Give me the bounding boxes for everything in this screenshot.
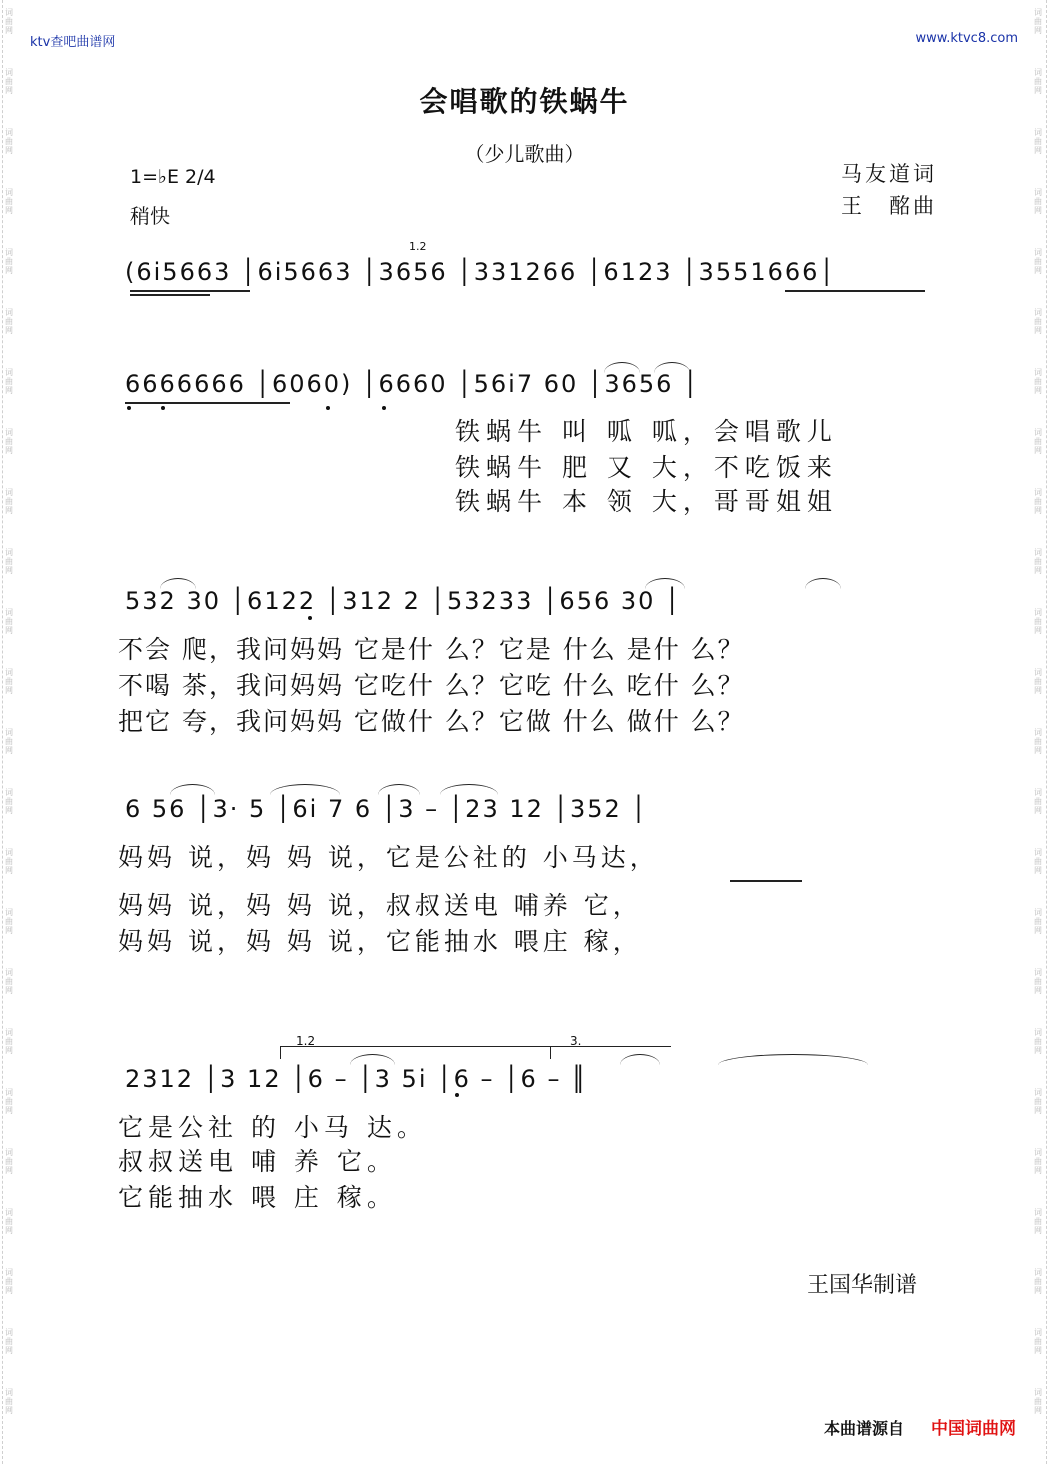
side-watermark-text: 词 曲 网 <box>5 428 13 455</box>
notation-line-3: 532 30 │6122 │312 2 │53233 │656 30 │ <box>125 587 682 615</box>
side-watermark-text: 词 曲 网 <box>1034 608 1042 635</box>
beam-underline <box>130 290 250 292</box>
side-watermark-text: 词 曲 网 <box>5 488 13 515</box>
side-watermark-text: 词 曲 网 <box>5 308 13 335</box>
side-watermark-text: 词 曲 网 <box>1034 1088 1042 1115</box>
composer: 王 酩曲 <box>841 194 937 218</box>
lyric-row: 它是公社 的 小马 达。 <box>118 1113 427 1142</box>
song-title: 会唱歌的铁蜗牛 <box>419 85 630 118</box>
lower-octave-dot <box>382 406 386 410</box>
side-watermark-text: 词 曲 网 <box>1034 1208 1042 1235</box>
lyric-row: 铁蜗牛 本 领 大，哥哥姐姐 <box>455 487 838 516</box>
lyric-row: 铁蜗牛 肥 又 大，不吃饭来 <box>455 453 838 482</box>
lower-octave-dot <box>127 406 131 410</box>
slur <box>604 362 640 373</box>
volta-label-second: 3. <box>570 1034 582 1048</box>
lyricist: 马友道词 <box>841 162 937 186</box>
volta-label-first: 1.2 <box>296 1034 316 1048</box>
lyric-row: 叔叔送电 哺 养 它。 <box>118 1147 397 1176</box>
side-watermark-text: 词 曲 网 <box>5 8 13 35</box>
side-watermark-text: 词 曲 网 <box>1034 728 1042 755</box>
notation-line-2: 6666666 │6060) │6660 │56i7 60 │3656 │ <box>125 370 700 398</box>
source-site-link[interactable]: 中国词曲网 <box>931 1419 1016 1439</box>
side-watermark-text: 词 曲 网 <box>5 1028 13 1055</box>
side-watermark-text: 词 曲 网 <box>1034 1388 1042 1415</box>
lower-octave-dot <box>308 616 312 620</box>
slur <box>440 784 498 795</box>
notation-line-5: 2312 │3 12 │6 – │3 5i │6 – │6 – ║ <box>125 1065 588 1093</box>
side-watermark-text: 词 曲 网 <box>5 608 13 635</box>
volta-bracket-first <box>280 1046 551 1059</box>
beam-underline <box>785 290 925 292</box>
lyric-row: 不会 爬，我问妈妈 它是什 么？它是 什么 是什 么？ <box>118 635 745 664</box>
side-watermark-text: 词 曲 网 <box>1034 968 1042 995</box>
lyric-row: 妈妈 说，妈 妈 说，它是公社的 小马达， <box>118 843 659 872</box>
side-watermark-text: 词 曲 网 <box>5 1148 13 1175</box>
side-watermark-text: 词 曲 网 <box>5 728 13 755</box>
lyric-row: 铁蜗牛 叫 呱 呱，会唱歌儿 <box>455 417 838 446</box>
site-name-left: ktv查吧曲谱网 <box>30 35 116 50</box>
side-watermark-text: 词 曲 网 <box>5 668 13 695</box>
arranger-credit: 王国华制谱 <box>806 1273 917 1298</box>
side-watermark-text: 词 曲 网 <box>5 248 13 275</box>
side-watermark-text: 词 曲 网 <box>1034 308 1042 335</box>
lyric-row: 不喝 茶，我问妈妈 它吃什 么？它吃 什么 吃什 么？ <box>118 671 745 700</box>
side-watermark-text: 词 曲 网 <box>5 908 13 935</box>
lyric-row: 把它 夸，我问妈妈 它做什 么？它做 什么 做什 么？ <box>118 707 745 736</box>
side-watermark-text: 词 曲 网 <box>1034 428 1042 455</box>
notation-line-4: 6 56 │3· 5 │6i 7 6 │3 – │23 12 │352 │ <box>125 795 648 823</box>
key-signature: 1=♭E 2/4 <box>130 166 216 188</box>
beam-underline <box>125 402 290 404</box>
side-watermark-text: 词 曲 网 <box>1034 788 1042 815</box>
lyric-row: 妈妈 说，妈 妈 说，它能抽水 喂庄 稼， <box>118 927 642 956</box>
side-watermark-text: 词 曲 网 <box>1034 1028 1042 1055</box>
side-watermark-text: 词 曲 网 <box>5 968 13 995</box>
site-url-right: www.ktvc8.com <box>915 31 1018 46</box>
side-watermark-text: 词 曲 网 <box>5 1268 13 1295</box>
side-watermark-text: 词 曲 网 <box>1034 1148 1042 1175</box>
side-watermark-text: 词 曲 网 <box>1034 848 1042 875</box>
slur <box>170 784 215 795</box>
slur <box>654 362 690 373</box>
side-watermark-text: 词 曲 网 <box>1034 248 1042 275</box>
side-watermark-text: 词 曲 网 <box>1034 188 1042 215</box>
notation-line-1: (6i5663 │6i5663 │3656 │331266 │6123 │3551666│ <box>125 258 836 286</box>
side-watermark-text: 词 曲 网 <box>5 68 13 95</box>
side-watermark-text: 词 曲 网 <box>5 368 13 395</box>
source-label: 本曲谱源自 <box>823 1419 904 1438</box>
side-watermark-text: 词 曲 网 <box>5 1328 13 1355</box>
side-watermark-text: 词 曲 网 <box>5 788 13 815</box>
side-watermark-text: 词 曲 网 <box>5 1088 13 1115</box>
tempo-marking: 稍快 <box>130 204 170 228</box>
volta-top-label: 1.2 <box>409 240 427 253</box>
slur <box>270 784 340 795</box>
side-watermark-text: 词 曲 网 <box>1034 548 1042 575</box>
side-watermark-text: 词 曲 网 <box>1034 8 1042 35</box>
side-watermark-text: 词 曲 网 <box>5 848 13 875</box>
lyric-underline <box>730 880 802 882</box>
side-watermark-text: 词 曲 网 <box>1034 488 1042 515</box>
side-watermark-text: 词 曲 网 <box>1034 68 1042 95</box>
lower-octave-dot <box>161 406 165 410</box>
side-watermark-text: 词 曲 网 <box>5 1388 13 1415</box>
beam-underline <box>130 294 210 296</box>
side-watermark-text: 词 曲 网 <box>1034 368 1042 395</box>
side-watermark-text: 词 曲 网 <box>1034 668 1042 695</box>
slur <box>805 578 841 589</box>
slur <box>160 578 196 589</box>
slur <box>718 1054 868 1065</box>
side-watermark-text: 词 曲 网 <box>5 548 13 575</box>
volta-bracket-second <box>550 1046 671 1059</box>
lyric-row: 它能抽水 喂 庄 稼。 <box>118 1183 397 1212</box>
lower-octave-dot <box>326 406 330 410</box>
lower-octave-dot <box>455 1093 459 1097</box>
side-watermark-text: 词 曲 网 <box>5 128 13 155</box>
side-watermark-text: 词 曲 网 <box>1034 128 1042 155</box>
slur <box>645 578 685 589</box>
lyric-row: 妈妈 说，妈 妈 说，叔叔送电 哺养 它， <box>118 891 642 920</box>
side-watermark-text: 词 曲 网 <box>1034 1328 1042 1355</box>
side-watermark-text: 词 曲 网 <box>5 1208 13 1235</box>
slur <box>378 784 420 795</box>
side-watermark-text: 词 曲 网 <box>5 188 13 215</box>
side-watermark-text: 词 曲 网 <box>1034 908 1042 935</box>
side-watermark-text: 词 曲 网 <box>1034 1268 1042 1295</box>
song-subtitle: （少儿歌曲） <box>464 142 585 166</box>
